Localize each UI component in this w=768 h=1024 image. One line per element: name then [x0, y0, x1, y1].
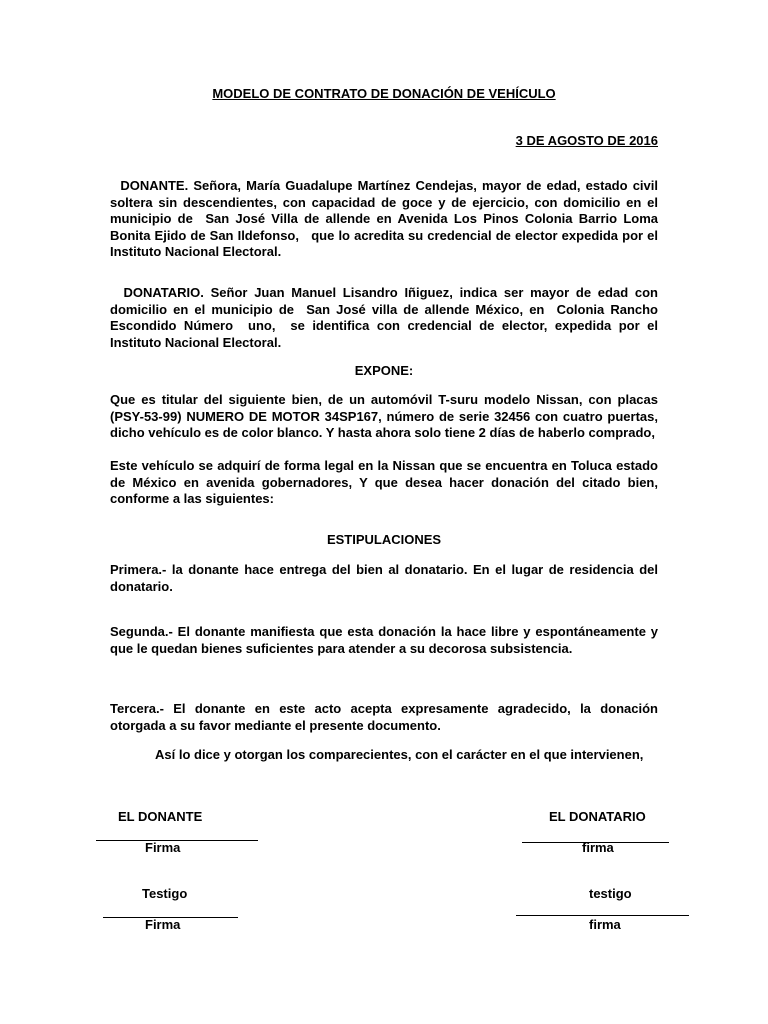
- estipulaciones-heading: ESTIPULACIONES: [326, 532, 442, 547]
- donante-paragraph: DONANTE. Señora, María Guadalupe Martínez Cendejas, mayor de edad, estado civil soltera sin descendientes, con capacidad de goce y de ejercicio, con domicilio en el municipio de San José Villa de allende en Avenida Los Pinos Colonia Barrio Loma Bonita Ejido de San Ildefonso, que lo acredita su credencial de elector expedida por el Instituto Nacional Electoral.: [110, 178, 662, 259]
- firma-donante: Firma: [145, 840, 181, 855]
- expone-heading: EXPONE:: [354, 363, 414, 378]
- signature-line-testigo-right: [516, 915, 689, 916]
- donatario-label: EL DONATARIO: [549, 809, 646, 824]
- donatario-paragraph: DONATARIO. Señor Juan Manuel Lisandro Iñiguez, indica ser mayor de edad con domicilio en el municipio de San José villa de allende México, en Colonia Rancho Escondido Número uno, se identifica con credencial de elector, expedida por el Instituto Nacional Electoral.: [110, 285, 662, 350]
- firma-testigo-left: Firma: [145, 917, 181, 932]
- clause-tercera: Tercera.- El donante en este acto acepta expresamente agradecido, la donación otorgada a su favor mediante el presente documento.: [110, 701, 658, 733]
- clause-segunda: Segunda.- El donante manifiesta que esta donación la hace libre y espontáneamente y que le quedan bienes suficientes para atender a su decorosa subsistencia.: [110, 624, 658, 656]
- clause-primera: Primera.- la donante hace entrega del bien al donatario. En el lugar de residencia del donatario.: [110, 562, 658, 594]
- expone-paragraph-1: Que es titular del siguiente bien, de un automóvil T-suru modelo Nissan, con placas (PSY-53-99) NUMERO DE MOTOR 34SP167, número de serie 32456 con cuatro puertas, dicho vehículo es de color blanco. Y hasta ahora solo tiene 2 días de haberlo comprado,: [110, 392, 658, 440]
- document-date: 3 DE AGOSTO DE 2016: [515, 133, 658, 148]
- closing-paragraph: Así lo dice y otorgan los comparecientes, con el carácter en el que intervienen,: [155, 747, 644, 762]
- firma-donatario: firma: [582, 840, 614, 855]
- firma-testigo-right: firma: [589, 917, 621, 932]
- donante-label: EL DONANTE: [118, 809, 203, 824]
- testigo-right-label: testigo: [589, 886, 632, 901]
- testigo-left-label: Testigo: [142, 886, 188, 901]
- expone-paragraph-2: Este vehículo se adquirí de forma legal en la Nissan que se encuentra en Toluca estado de México en avenida gobernadores, Y que desea hacer donación del citado bien, conforme a las siguientes:: [110, 458, 658, 506]
- document-title: MODELO DE CONTRATO DE DONACIÓN DE VEHÍCULO: [212, 86, 556, 101]
